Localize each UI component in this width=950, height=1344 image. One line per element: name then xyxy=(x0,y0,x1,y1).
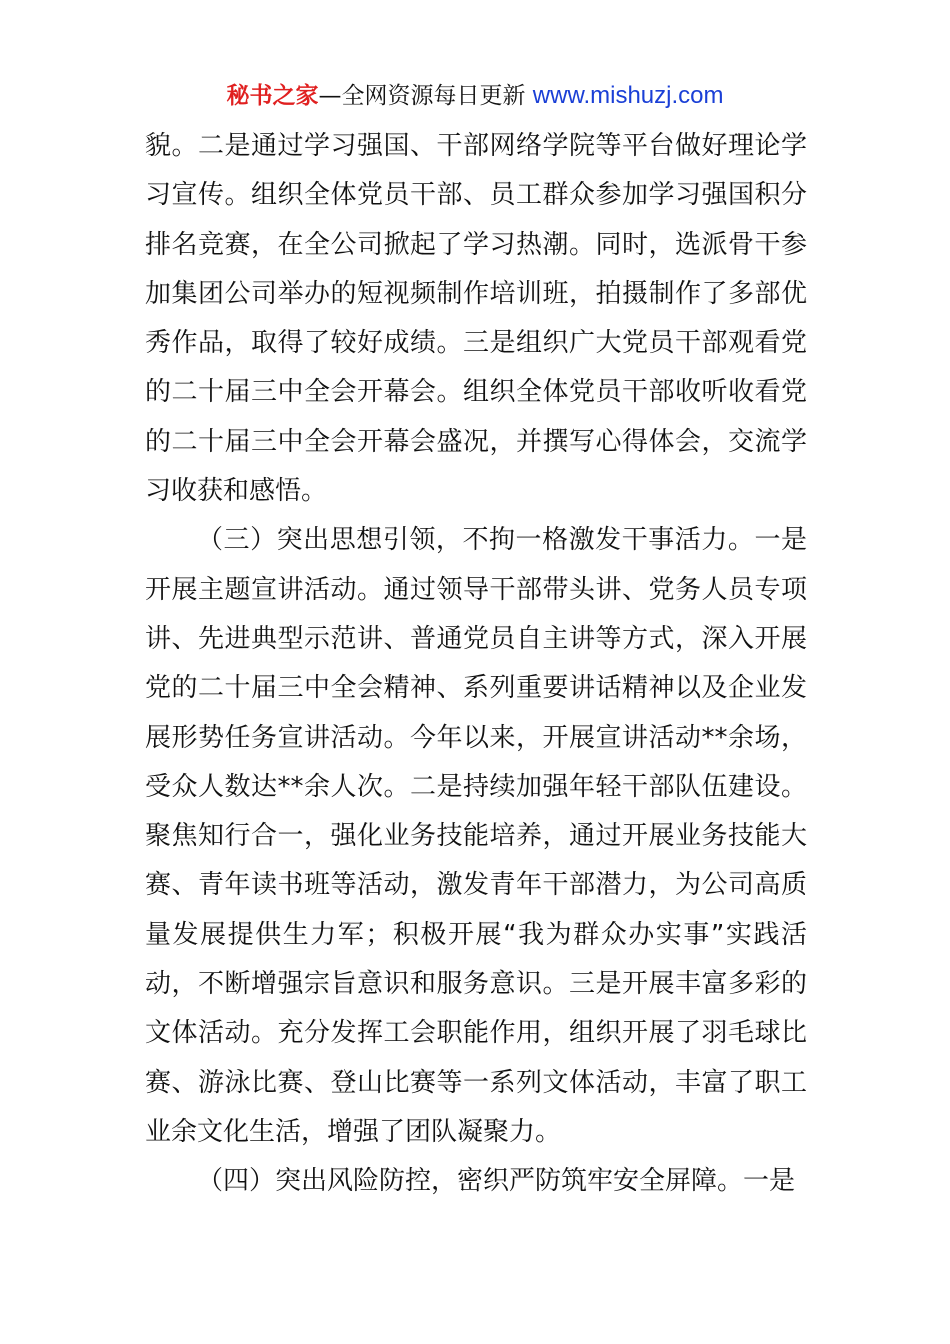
brand-name: 秘书之家 xyxy=(226,83,319,109)
paragraph-1: 貌。二是通过学习强国、干部网络学院等平台做好理论学习宣传。组织全体党员干部、员工群众参加学习强国积分排名竞赛，在全公司掀起了学习热潮。同时，选派骨干参加集团公司举办的短视频制作培训班，拍摄制作了多部优秀作品，取得了较好成绩。三是组织广大党员干部观看党的二十届三中全会开幕会。组织全体党员干部收听收看党的二十届三中全会开幕会盛况，并撰写心得体会，交流学习收获和感悟。 xyxy=(145,131,807,507)
header-tagline: —全网资源每日更新 xyxy=(318,83,533,109)
site-header xyxy=(0,80,950,112)
document-body xyxy=(145,122,807,1207)
site-url-link[interactable]: www.mishuzj.com xyxy=(532,82,724,109)
paragraph-3: （四）突出风险防控，密织严防筑牢安全屏障。一是 xyxy=(197,1166,796,1197)
paragraph-2: （三）突出思想引领，不拘一格激发干事活力。一是开展主题宣讲活动。通过领导干部带头讲、党务人员专项讲、先进典型示范讲、普通党员自主讲等方式，深入开展党的二十届三中全会精神、系列重要讲话精神以及企业发展形势任务宣讲活动。今年以来，开展宣讲活动**余场，受众人数达**余人次。二是持续加强年轻干部队伍建设。聚焦知行合一，强化业务技能培养，通过开展业务技能大赛、青年读书班等活动，激发青年干部潜力，为公司高质量发展提供生力军；积极开展“我为群众办实事”实践活动，不断增强宗旨意识和服务意识。三是开展丰富多彩的文体活动。充分发挥工会职能作用，组织开展了羽毛球比赛、游泳比赛、登山比赛等一系列文体活动，丰富了职工业余文化生活，增强了团队凝聚力。 xyxy=(145,525,807,1147)
